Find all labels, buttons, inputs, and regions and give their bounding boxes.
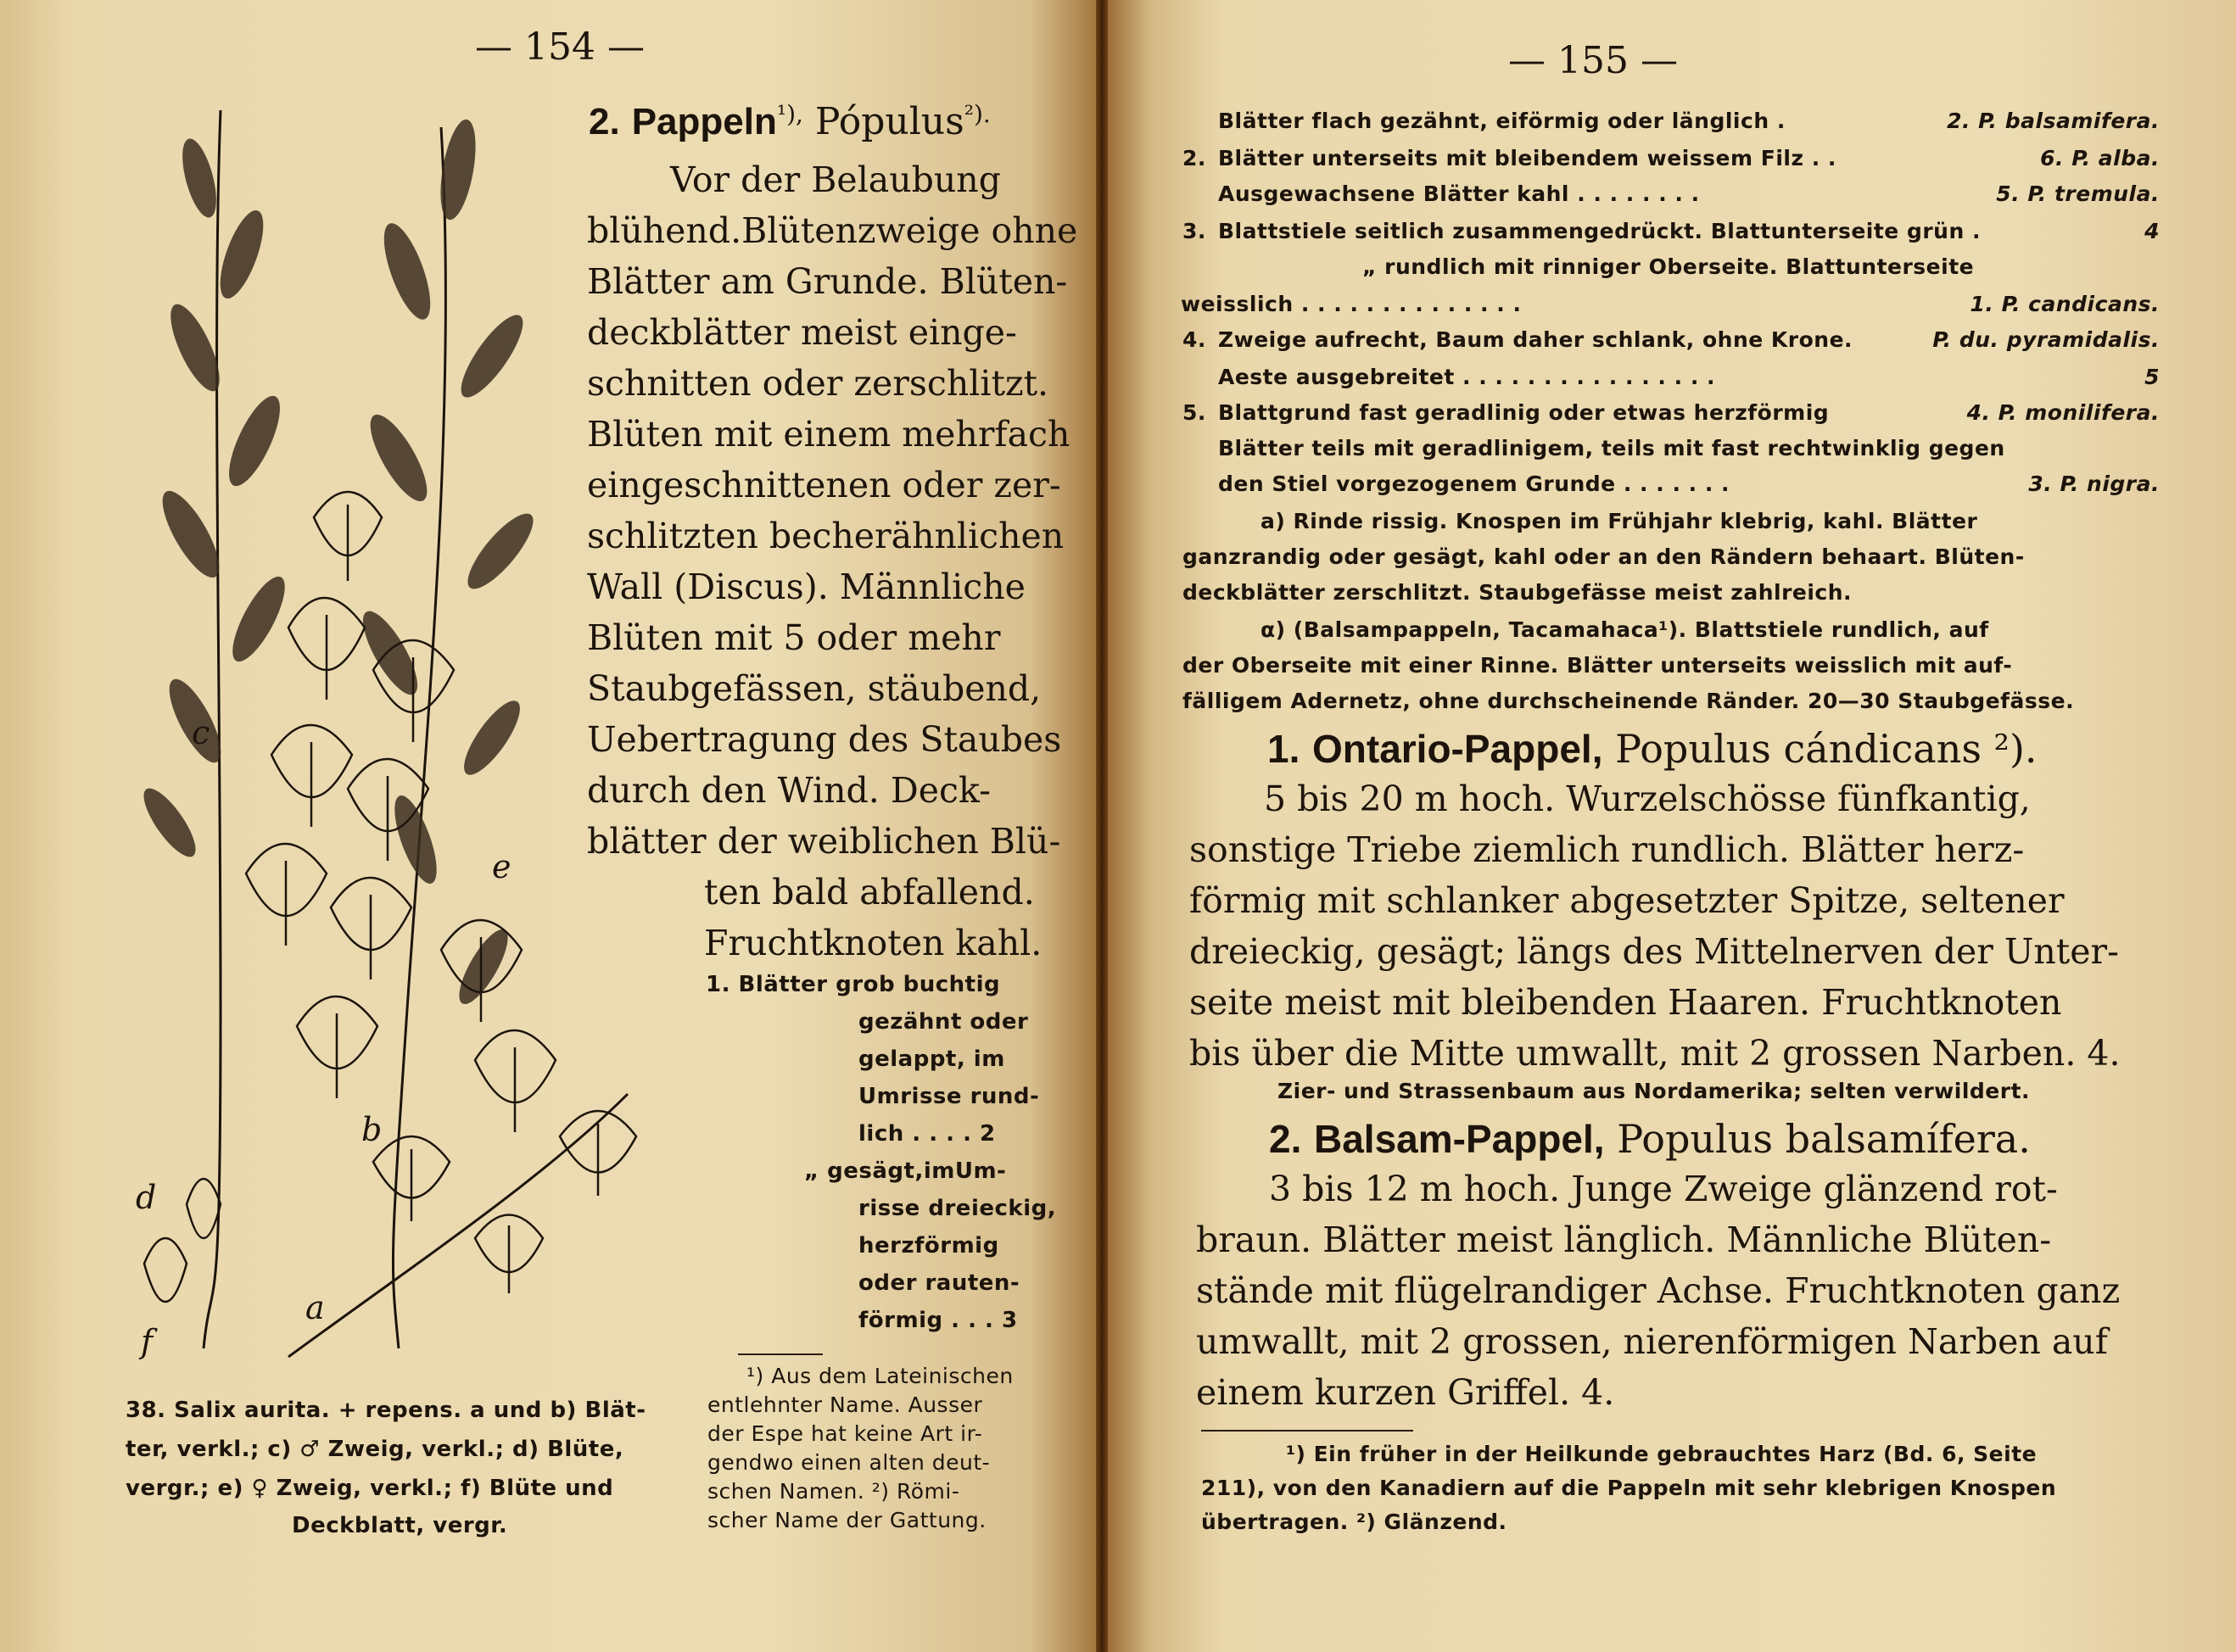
species-1-heading [1267,726,2038,772]
species-2-line-2: braun. Blätter meist länglich. Männliche Blüten- [1196,1219,2052,1260]
body-line-6: Blüten mit einem mehrfach [587,414,1070,455]
group-alpha-line-1: α) (Balsampappeln, Tacamahaca¹). Blattstiele rundlich, auf [1261,617,1989,642]
species-2-name: Balsam-Pappel, [1314,1117,1605,1161]
key-row-text: Zweige aufrecht, Baum daher schlank, ohne Krone. [1218,327,1853,352]
key-row-text: Ausgewachsene Blätter kahl . . . . . . . . [1218,181,1700,206]
figure-letter-d: d [136,1179,157,1216]
left-footnote-line-1: ¹) Aus dem Lateinischen [746,1364,1014,1388]
key-row-text: den Stiel vorgezogenem Grunde . . . . . . . [1218,472,1730,496]
key-line-1: 1. Blätter grob buchtig [706,972,1001,997]
key-line-8: herzförmig [858,1233,999,1259]
body-line-9: Wall (Discus). Männliche [587,566,1026,607]
left-footnote-line-5: schen Namen. ²) Römi- [707,1479,960,1504]
key-row-reference: 5. P. tremula. [1996,181,2160,206]
figure-letter-a: a [305,1289,325,1326]
species-1-note: Zier- und Strassenbaum aus Nordamerika; selten verwildert. [1277,1079,2031,1103]
species-1-name: Ontario-Pappel, [1312,727,1603,771]
group-alpha-line-2: der Oberseite mit einer Rinne. Blätter unterseits weisslich mit auf- [1182,653,2013,678]
species-1-line-4: dreieckig, gesägt; längs des Mittelnerven der Unter- [1189,931,2119,972]
key-row-reference: 6. P. alba. [2040,146,2160,170]
key-row-text: Blätter unterseits mit bleibendem weissem Filz . . [1218,146,1836,170]
right-page [1108,0,2236,1652]
section-latin: Pópulus [814,100,964,143]
section-name: Pappeln [631,101,777,142]
key-row-reference: P. du. pyramidalis. [1932,327,2160,352]
species-2-line-3: stände mit flügelrandiger Achse. Fruchtknoten ganz [1196,1270,2121,1311]
body-line-5: schnitten oder zerschlitzt. [587,363,1049,404]
figure-caption-line-4: Deckblatt, vergr. [292,1513,508,1538]
species-2-line-5: einem kurzen Griffel. 4. [1196,1372,1615,1413]
key-line-4: Umrisse rund- [858,1084,1040,1109]
body-line-7: eingeschnittenen oder zer- [587,465,1061,505]
body-line-1: Vor der Belaubung [670,159,1001,200]
section-number: 2. [589,101,620,142]
species-1-line-3: förmig mit schlanker abgesetzter Spitze, seltener [1189,880,2065,921]
footnote-rule-left [738,1353,823,1355]
left-footnote-line-2: entlehnter Name. Ausser [707,1392,983,1417]
species-2-latin: Populus balsamífera. [1617,1116,2031,1162]
key-line-2: gezähnt oder [858,1009,1029,1035]
key-line-3: gelappt, im [858,1046,1005,1072]
body-line-15: ten bald abfallend. [704,872,1035,913]
key-row-reference: 3. P. nigra. [2028,472,2160,496]
right-footnote-line-3: übertragen. ²) Glänzend. [1201,1510,1507,1534]
body-line-16: Fruchtknoten kahl. [704,923,1043,963]
key-row-text: Blattstiele seitlich zusammengedrückt. Blattunterseite grün . [1218,219,1981,243]
figure-letter-f: f [141,1323,154,1360]
body-line-13: durch den Wind. Deck- [587,770,991,811]
group-a-line-1: a) Rinde rissig. Knospen im Frühjahr klebrig, kahl. Blätter [1261,509,1978,533]
species-1-latin: Populus cándicans ²). [1615,726,2038,772]
section-heading [589,100,991,143]
key-row-number: 4. [1182,327,1206,352]
branch-a [288,1094,628,1357]
footnote-rule-right [1201,1430,1413,1432]
species-2-number: 2. [1269,1117,1302,1161]
key-row-text: Aeste ausgebreitet . . . . . . . . . . . . . . . . [1218,365,1716,389]
page-number-154: — 154 — [475,25,645,69]
group-a-line-2: ganzrandig oder gesägt, kahl oder an den Rändern behaart. Blüten- [1182,544,2025,569]
key-row-reference: 4 [2144,219,2160,243]
key-row-text: Blattgrund fast geradlinig oder etwas herzförmig [1218,400,1830,425]
key-row-reference: 5 [2144,365,2160,389]
body-line-4: deckblätter meist einge- [587,312,1017,353]
figure-caption-line-1: 38. Salix aurita. + repens. a und b) Blät- [126,1398,646,1423]
body-line-8: schlitzten becherähnlichen [587,516,1065,556]
key-row-reference: 4. P. monilifera. [1966,400,2160,425]
group-a-line-3: deckblätter zerschlitzt. Staubgefässe meist zahlreich. [1182,580,1853,605]
species-1-number: 1. [1267,727,1300,771]
figure-letter-e: e [492,848,511,885]
body-line-14: blätter der weiblichen Blü- [587,821,1061,862]
body-line-11: Staubgefässen, stäubend, [587,668,1042,709]
key-row-text: „ rundlich mit rinniger Oberseite. Blattunterseite [1362,254,1975,279]
species-2-line-4: umwallt, mit 2 grossen, nierenförmigen Narben auf [1196,1321,2108,1362]
figure-caption-line-2: ter, verkl.; c) ♂ Zweig, verkl.; d) Blüte, [126,1437,624,1462]
body-line-2: blühend.Blütenzweige ohne [587,210,1078,251]
left-footnote-line-6: scher Name der Gattung. [707,1508,987,1532]
key-row-number: 2. [1182,146,1206,170]
species-1-line-1: 5 bis 20 m hoch. Wurzelschösse fünfkantig, [1264,779,2031,819]
key-line-5: lich . . . . 2 [858,1121,996,1147]
key-row-number: 3. [1182,219,1206,243]
book-gutter [1096,0,1108,1652]
species-2-line-1: 3 bis 12 m hoch. Junge Zweige glänzend rot- [1269,1169,2058,1209]
left-page [0,0,1096,1652]
key-line-10: förmig . . . 3 [858,1308,1018,1333]
page-number-155: — 155 — [1508,39,1678,82]
figure-letter-b: b [361,1111,383,1148]
body-line-12: Uebertragung des Staubes [587,719,1062,760]
right-footnote-line-2: 211), von den Kanadiern auf die Pappeln mit sehr klebrigen Knospen [1201,1476,2057,1500]
key-row-text: Blätter teils mit geradlinigem, teils mit fast rechtwinklig gegen [1218,436,2005,460]
body-line-10: Blüten mit 5 oder mehr [587,617,1001,658]
key-line-9: oder rauten- [858,1270,1020,1296]
species-1-line-6: bis über die Mitte umwallt, mit 2 grossen Narben. 4. [1189,1033,2121,1074]
key-line-6: „ gesägt,imUm- [804,1158,1007,1184]
species-1-line-2: sonstige Triebe ziemlich rundlich. Blätter herz- [1189,829,2025,870]
group-alpha-line-3: fälligem Adernetz, ohne durchscheinende Ränder. 20—30 Staubgefässe. [1182,689,2075,713]
left-footnote-line-4: gendwo einen alten deut- [707,1450,991,1475]
section-latin-note: ²). [964,100,991,128]
key-row-text: Blätter flach gezähnt, eiförmig oder länglich . [1218,109,1786,133]
key-row-text: weisslich . . . . . . . . . . . . . . [1181,292,1522,316]
key-row-number: 5. [1182,400,1206,425]
key-row-reference: 2. P. balsamifera. [1947,109,2160,133]
left-footnote-line-3: der Espe hat keine Art ir- [707,1421,983,1446]
right-footnote-line-1: ¹) Ein früher in der Heilkunde gebrauchtes Harz (Bd. 6, Seite [1286,1442,2038,1466]
figure-caption-line-3: vergr.; e) ♀ Zweig, verkl.; f) Blüte und [126,1476,614,1501]
species-2-heading [1269,1116,2031,1162]
figure-letter-c: c [192,714,210,751]
body-line-3: Blätter am Grunde. Blüten- [587,261,1068,302]
key-row-reference: 1. P. candicans. [1970,292,2160,316]
species-1-line-5: seite meist mit bleibenden Haaren. Fruchtknoten [1189,982,2062,1023]
key-line-7: risse dreieckig, [858,1196,1057,1221]
section-note: ¹), [776,100,803,128]
